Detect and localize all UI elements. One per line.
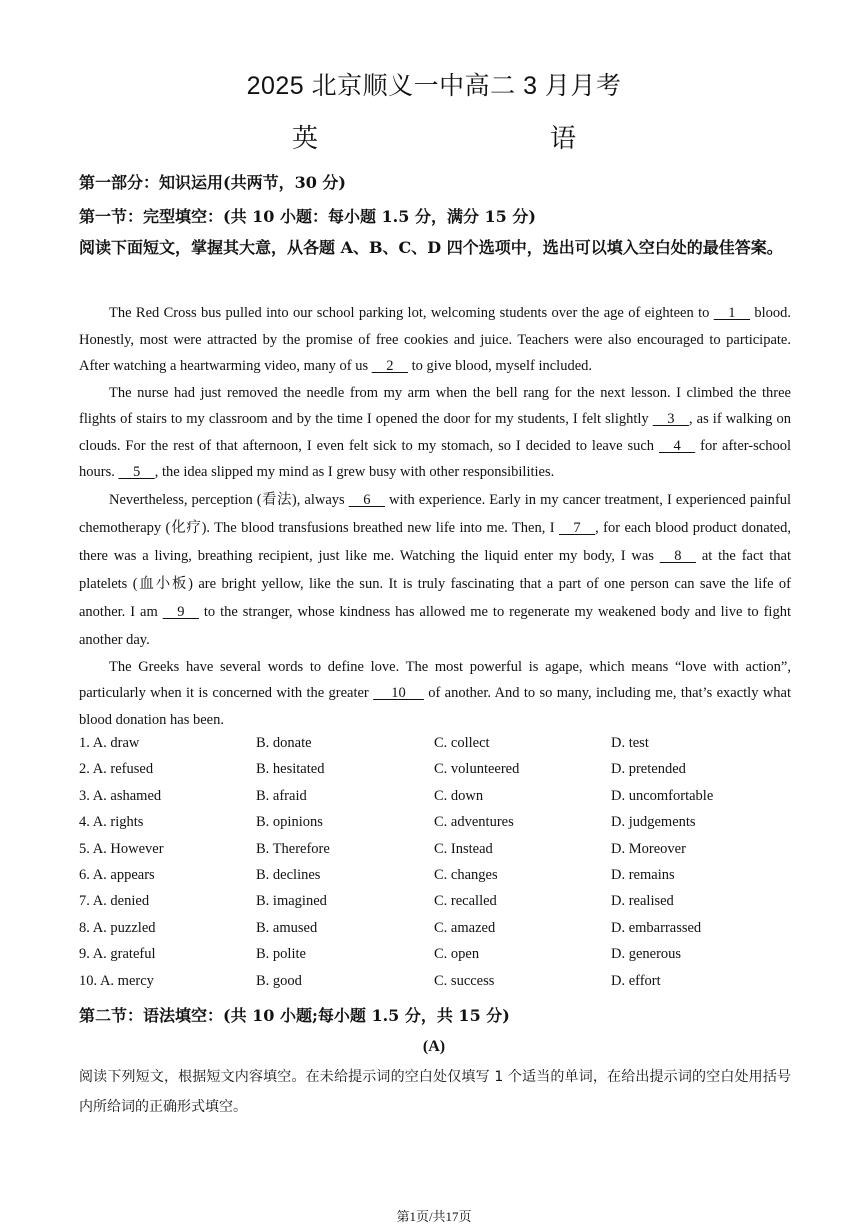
option-b: B. imagined [256, 893, 327, 910]
option-a: 9. A. grateful [79, 946, 156, 963]
option-b: B. hesitated [256, 761, 325, 778]
option-d: D. Moreover [611, 840, 686, 857]
option-c: C. recalled [434, 893, 497, 910]
paragraph-3: Nevertheless, perception (看法), always 6 with experience. Early in my cancer treatment, I experienced painful chemotherapy (化疗). The blood transfusions breathed new life into me. Then, I 7 , for each blood product donated, there was a living, breathing recipient, just like me. Watching the liquid enter my body, I was 8 at the fact that platelets (血小板) are bright yellow, like the sun. It is truly fascinating that a part of one person can save the life of another. I am 9 to the stranger, whose kindness has allowed me to regenerate my weakened body and live to fight another day. [79, 486, 791, 654]
exam-title: 2025 北京顺义一中高二 3 月月考 [246, 72, 622, 100]
paragraph-4: The Greeks have several words to define love. The most powerful is agape, which means “love with action”, particularly when it is concerned with the greater 10 of another. And to so many, including me, that’s exactly what blood donation has been. [79, 658, 791, 728]
option-row [79, 814, 791, 840]
option-row [79, 893, 791, 919]
option-d: D. realised [611, 893, 674, 910]
cloze-passage [79, 300, 791, 733]
option-a: 3. A. ashamed [79, 787, 162, 804]
option-b: B. afraid [256, 787, 307, 804]
option-a: 1. A. draw [79, 735, 140, 751]
option-d: D. test [611, 735, 649, 751]
option-c: C. volunteered [434, 761, 520, 778]
blank-7: 7 [558, 519, 596, 536]
section1-heading: 第一节：完型填空：(共 10 小题：每小题 1.5 分，满分 15 分) [79, 207, 536, 226]
option-a: 7. A. denied [79, 893, 150, 910]
subject-title: 英 语 [291, 123, 636, 153]
option-c: C. amazed [434, 919, 496, 936]
paragraph-1: The Red Cross bus pulled into our school parking lot, welcoming students over the age of eighteen to 1 blood. Honestly, most were attracted by the promise of free cookies and juice. Teachers were also encouraged to participate. After watching a heartwarming video, many of us 2 to give blood, myself included. [79, 300, 791, 380]
blank-9: 9 [162, 603, 199, 620]
option-d: D. generous [611, 946, 682, 963]
option-d: D. uncomfortable [611, 787, 714, 804]
option-a: 6. A. appears [79, 866, 155, 883]
option-a: 10. A. mercy [79, 972, 154, 989]
option-d: D. effort [611, 972, 661, 989]
paragraph-2: The nurse had just removed the needle from my arm when the bell rang for the next lesson. I climbed the three flights of stairs to my classroom and by the time I opened the door for my students, I felt slightly 3 , as if walking on clouds. For the rest of that afternoon, I even felt sick to my stomach, so I decided to leave such 4 for after-school hours. 5 , the idea slipped my mind as I grew busy with other responsibilities. [79, 380, 791, 486]
option-a: 2. A. refused [79, 761, 154, 778]
option-row [79, 735, 791, 761]
blank-8: 8 [659, 547, 697, 564]
option-b: B. amused [256, 919, 318, 936]
option-d: D. embarrassed [611, 919, 702, 936]
answer-options [79, 735, 791, 999]
option-c: C. open [434, 946, 480, 963]
blank-1: 1 [713, 305, 750, 321]
part1-heading: 第一部分：知识运用(共两节，30 分) [79, 173, 346, 192]
option-d: D. pretended [611, 761, 686, 778]
blank-10: 10 [373, 685, 424, 701]
blank-3: 3 [652, 411, 689, 427]
option-a: 5. A. However [79, 840, 164, 857]
blank-5: 5 [118, 464, 155, 480]
option-b: B. good [256, 972, 302, 989]
option-d: D. judgements [611, 814, 696, 831]
blank-6: 6 [348, 491, 385, 508]
section2-instruction: 阅读下列短文，根据短文内容填空。在未给提示词的空白处仅填写 1 个适当的单词，在给出提示词的空白处用括号内所给词的正确形式填空。 [79, 1069, 791, 1115]
blank-2: 2 [371, 358, 408, 374]
option-b: B. polite [256, 946, 306, 963]
option-row [79, 867, 791, 893]
option-c: C. success [434, 972, 495, 989]
option-row [79, 761, 791, 787]
option-row [79, 920, 791, 946]
option-a: 8. A. puzzled [79, 919, 156, 936]
option-row [79, 841, 791, 867]
option-c: C. changes [434, 866, 498, 883]
option-d: D. remains [611, 866, 675, 883]
option-row [79, 973, 791, 999]
section1-instruction: 阅读下面短文，掌握其大意，从各题 A、B、C、D 四个选项中，选出可以填入空白处的最佳答案。 [79, 238, 783, 257]
blank-4: 4 [658, 437, 696, 454]
section2-heading: 第二节：语法填空：(共 10 小题;每小题 1.5 分，共 15 分) [79, 1006, 510, 1025]
option-c: C. collect [434, 735, 490, 751]
option-c: C. Instead [434, 840, 493, 857]
option-c: C. adventures [434, 814, 514, 831]
page-footer: 第1页/共17页 [396, 1209, 472, 1224]
option-row [79, 946, 791, 972]
option-a: 4. A. rights [79, 814, 144, 831]
option-c: C. down [434, 787, 484, 804]
option-b: B. opinions [256, 814, 323, 831]
section2-subheading: (A) [422, 1038, 446, 1055]
option-row [79, 788, 791, 814]
option-b: B. declines [256, 866, 321, 883]
option-b: B. donate [256, 735, 312, 751]
option-b: B. Therefore [256, 840, 330, 857]
